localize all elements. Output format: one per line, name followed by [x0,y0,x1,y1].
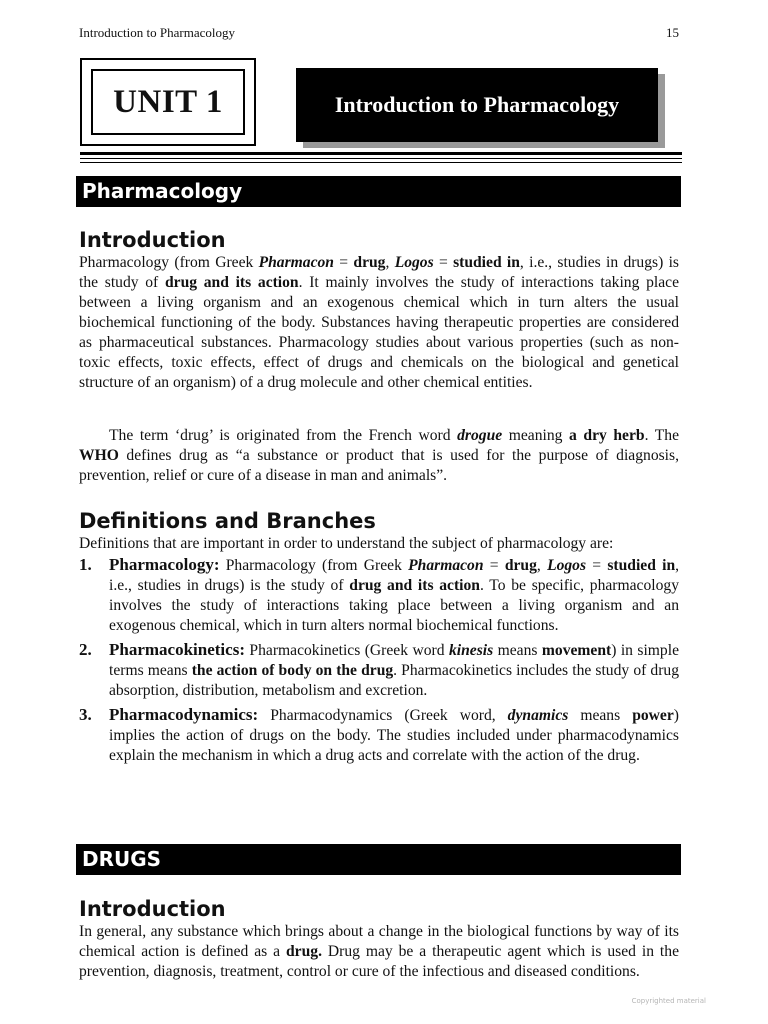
divider-rule [80,162,682,163]
drugs-intro-paragraph: In general, any substance which brings about a change in the biological functions by way of its chemical action is defined as a drug. Drug may be a therapeutic agent which is used in the prevention, diagnosis, treatment, control or cure of the infectious and diseased conditions. [79,923,679,980]
section-bar-drugs: DRUGS [76,844,681,875]
page-number: 15 [666,25,679,40]
list-item: 3. Pharmacodynamics: Pharmacodynamics (Greek word, dynamics means power) implies the action of drugs on the body. The studies included under pharmacodynamics explain the mechanism in which a drug acts and correlate with the action of the drug. [79,705,679,764]
running-title: Introduction to Pharmacology [79,25,235,40]
definitions-intro: Definitions that are important in order to understand the subject of pharmacology are: [79,535,614,552]
divider-rule [80,158,682,159]
definitions-list [79,534,679,766]
copyright-watermark: Copyrighted material [631,997,706,1005]
section-bar-pharmacology: Pharmacology [76,176,681,207]
list-item: 1. Pharmacology: Pharmacology (from Greek Pharmacon = drug, Logos = studied in, i.e., studies in drugs) is the study of drug and its action. To be specific, pharmacology involves the study of interactions taking place between a living organism and an exogenous chemical, which in turn alters normal biochemical functions. [79,555,680,634]
section-heading: Definitions and Branches [79,509,376,533]
section-heading: Introduction [79,897,226,921]
running-header [79,24,679,42]
intro-paragraph: Pharmacology (from Greek Pharmacon = drug, Logos = studied in, i.e., studies in drugs) is the study of drug and its action. It mainly involves the study of interactions taking place between a living organism and an exogenous chemical which in turn alters the usual biochemical functioning of the body. Substances having therapeutic properties are considered as pharmaceutical substances. Pharmacology studies about various properties (such as non-toxic effects, toxic effects, effect of drugs and chemicals on the biological and genetical structure of an organism) of a drug molecule and other chemical entities. [79,254,680,391]
list-item: 2. Pharmacokinetics: Pharmacokinetics (Greek word kinesis means movement) in simple terms means the action of body on the drug. Pharmacokinetics includes the study of drug absorption, distribution, metabolism and excretion. [79,640,680,699]
section-heading: Introduction [79,228,226,252]
divider-rule [80,152,682,155]
unit-label: UNIT 1 [91,69,245,135]
unit-title: Introduction to Pharmacology [296,68,658,142]
unit-label-box [80,58,256,146]
drug-definition-paragraph: The term ‘drug’ is originated from the French word drogue meaning a dry herb. The WHO defines drug as “a substance or product that is used for the purpose of diagnosis, prevention, relief or cure of a disease in man and animals”. [79,427,679,484]
